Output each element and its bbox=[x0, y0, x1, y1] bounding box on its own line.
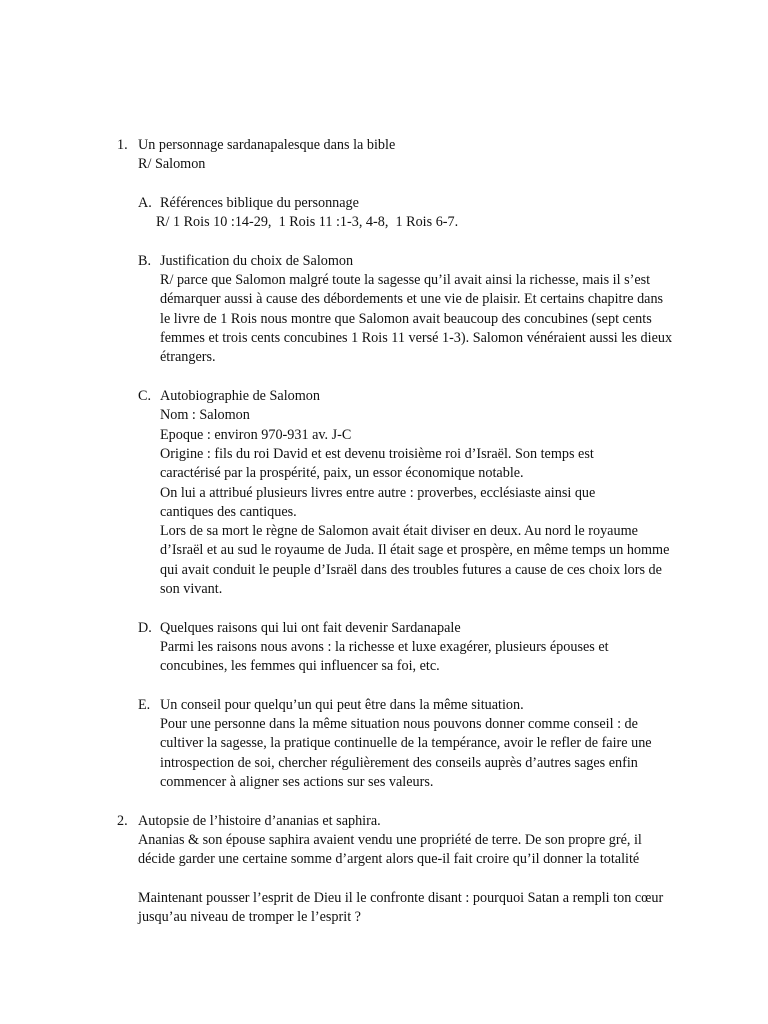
section-b-title: Justification du choix de Salomon bbox=[160, 253, 354, 269]
section-a-title: Références biblique du personnage bbox=[160, 195, 359, 211]
section-c-livres: On lui a attribué plusieurs livres entre autre : proverbes, ecclésiaste ainsi que cantiques des cantiques. bbox=[160, 485, 596, 521]
item-2-number: 2. bbox=[117, 813, 128, 829]
section-c-title: Autobiographie de Salomon bbox=[160, 388, 320, 404]
section-d-letter: D. bbox=[138, 620, 152, 636]
item-1-answer: R/ Salomon bbox=[138, 156, 206, 172]
section-b-letter: B. bbox=[138, 253, 152, 269]
section-e-letter: E. bbox=[138, 697, 151, 713]
section-c-letter: C. bbox=[138, 388, 152, 404]
section-e-title: Un conseil pour quelqu’un qui peut être dans la même situation. bbox=[160, 697, 524, 713]
item-2-paragraph-1: Ananias & son épouse saphira avaient vendu une propriété de terre. De son propre gré, il décide garder une certaine somme d’argent alors que-il fait croire qu’il donner la totalité bbox=[138, 832, 642, 868]
item-2-title: Autopsie de l’histoire d’ananias et saphira. bbox=[138, 813, 381, 829]
section-b-text: R/ parce que Salomon malgré toute la sagesse qu’il avait ainsi la richesse, mais il s’est démarquer aussi à cause des débordements et une vie de plaisir. Et certains chapitre dans le livre de 1 Rois nous montre que Salomon avait beaucoup des concubines (sept cents femmes et trois cents concubines 1 Rois 11 versé 1-3). Salomon vénéraient aussi les dieux étrangers. bbox=[160, 272, 673, 366]
section-d-title: Quelques raisons qui lui ont fait devenir Sardanapale bbox=[160, 620, 461, 636]
section-e-text: Pour une personne dans la même situation nous pouvons donner comme conseil : de cultiver la sagesse, la pratique continuelle de la tempérance, avoir le refler de faire une introspection de soi, chercher régulièrement des conseils auprès d’autres sages enfin commencer à aligner ses actions sur ses valeurs. bbox=[160, 716, 652, 790]
item-1-number: 1. bbox=[117, 137, 128, 153]
item-2-paragraph-2: Maintenant pousser l’esprit de Dieu il le confronte disant : pourquoi Satan a rempli ton cœur jusqu’au niveau de tromper le l’esprit ? bbox=[138, 890, 664, 926]
section-a-letter: A. bbox=[138, 195, 152, 211]
section-c-epoque: Epoque : environ 970-931 av. J-C bbox=[160, 427, 352, 443]
section-c-mort: Lors de sa mort le règne de Salomon avait était diviser en deux. Au nord le royaume d’Israël et au sud le royaume de Juda. Il était sage et prospère, en même temps un homme qui avait conduit le peuple d’Israël dans des troubles futures a cause de ces choix lors de son vivant. bbox=[160, 523, 670, 597]
section-d-text: Parmi les raisons nous avons : la richesse et luxe exagérer, plusieurs épouses et concubines, les femmes qui influencer sa foi, etc. bbox=[160, 639, 609, 675]
section-c-origine: Origine : fils du roi David et est devenu troisième roi d’Israël. Son temps est caractérisé par la prospérité, paix, un essor économique notable. bbox=[160, 446, 594, 482]
section-a-answer: R/ 1 Rois 10 :14-29, 1 Rois 11 :1-3, 4-8, 1 Rois 6-7. bbox=[156, 214, 459, 230]
item-1-title: Un personnage sardanapalesque dans la bible bbox=[138, 137, 396, 153]
section-c-nom: Nom : Salomon bbox=[160, 407, 250, 423]
